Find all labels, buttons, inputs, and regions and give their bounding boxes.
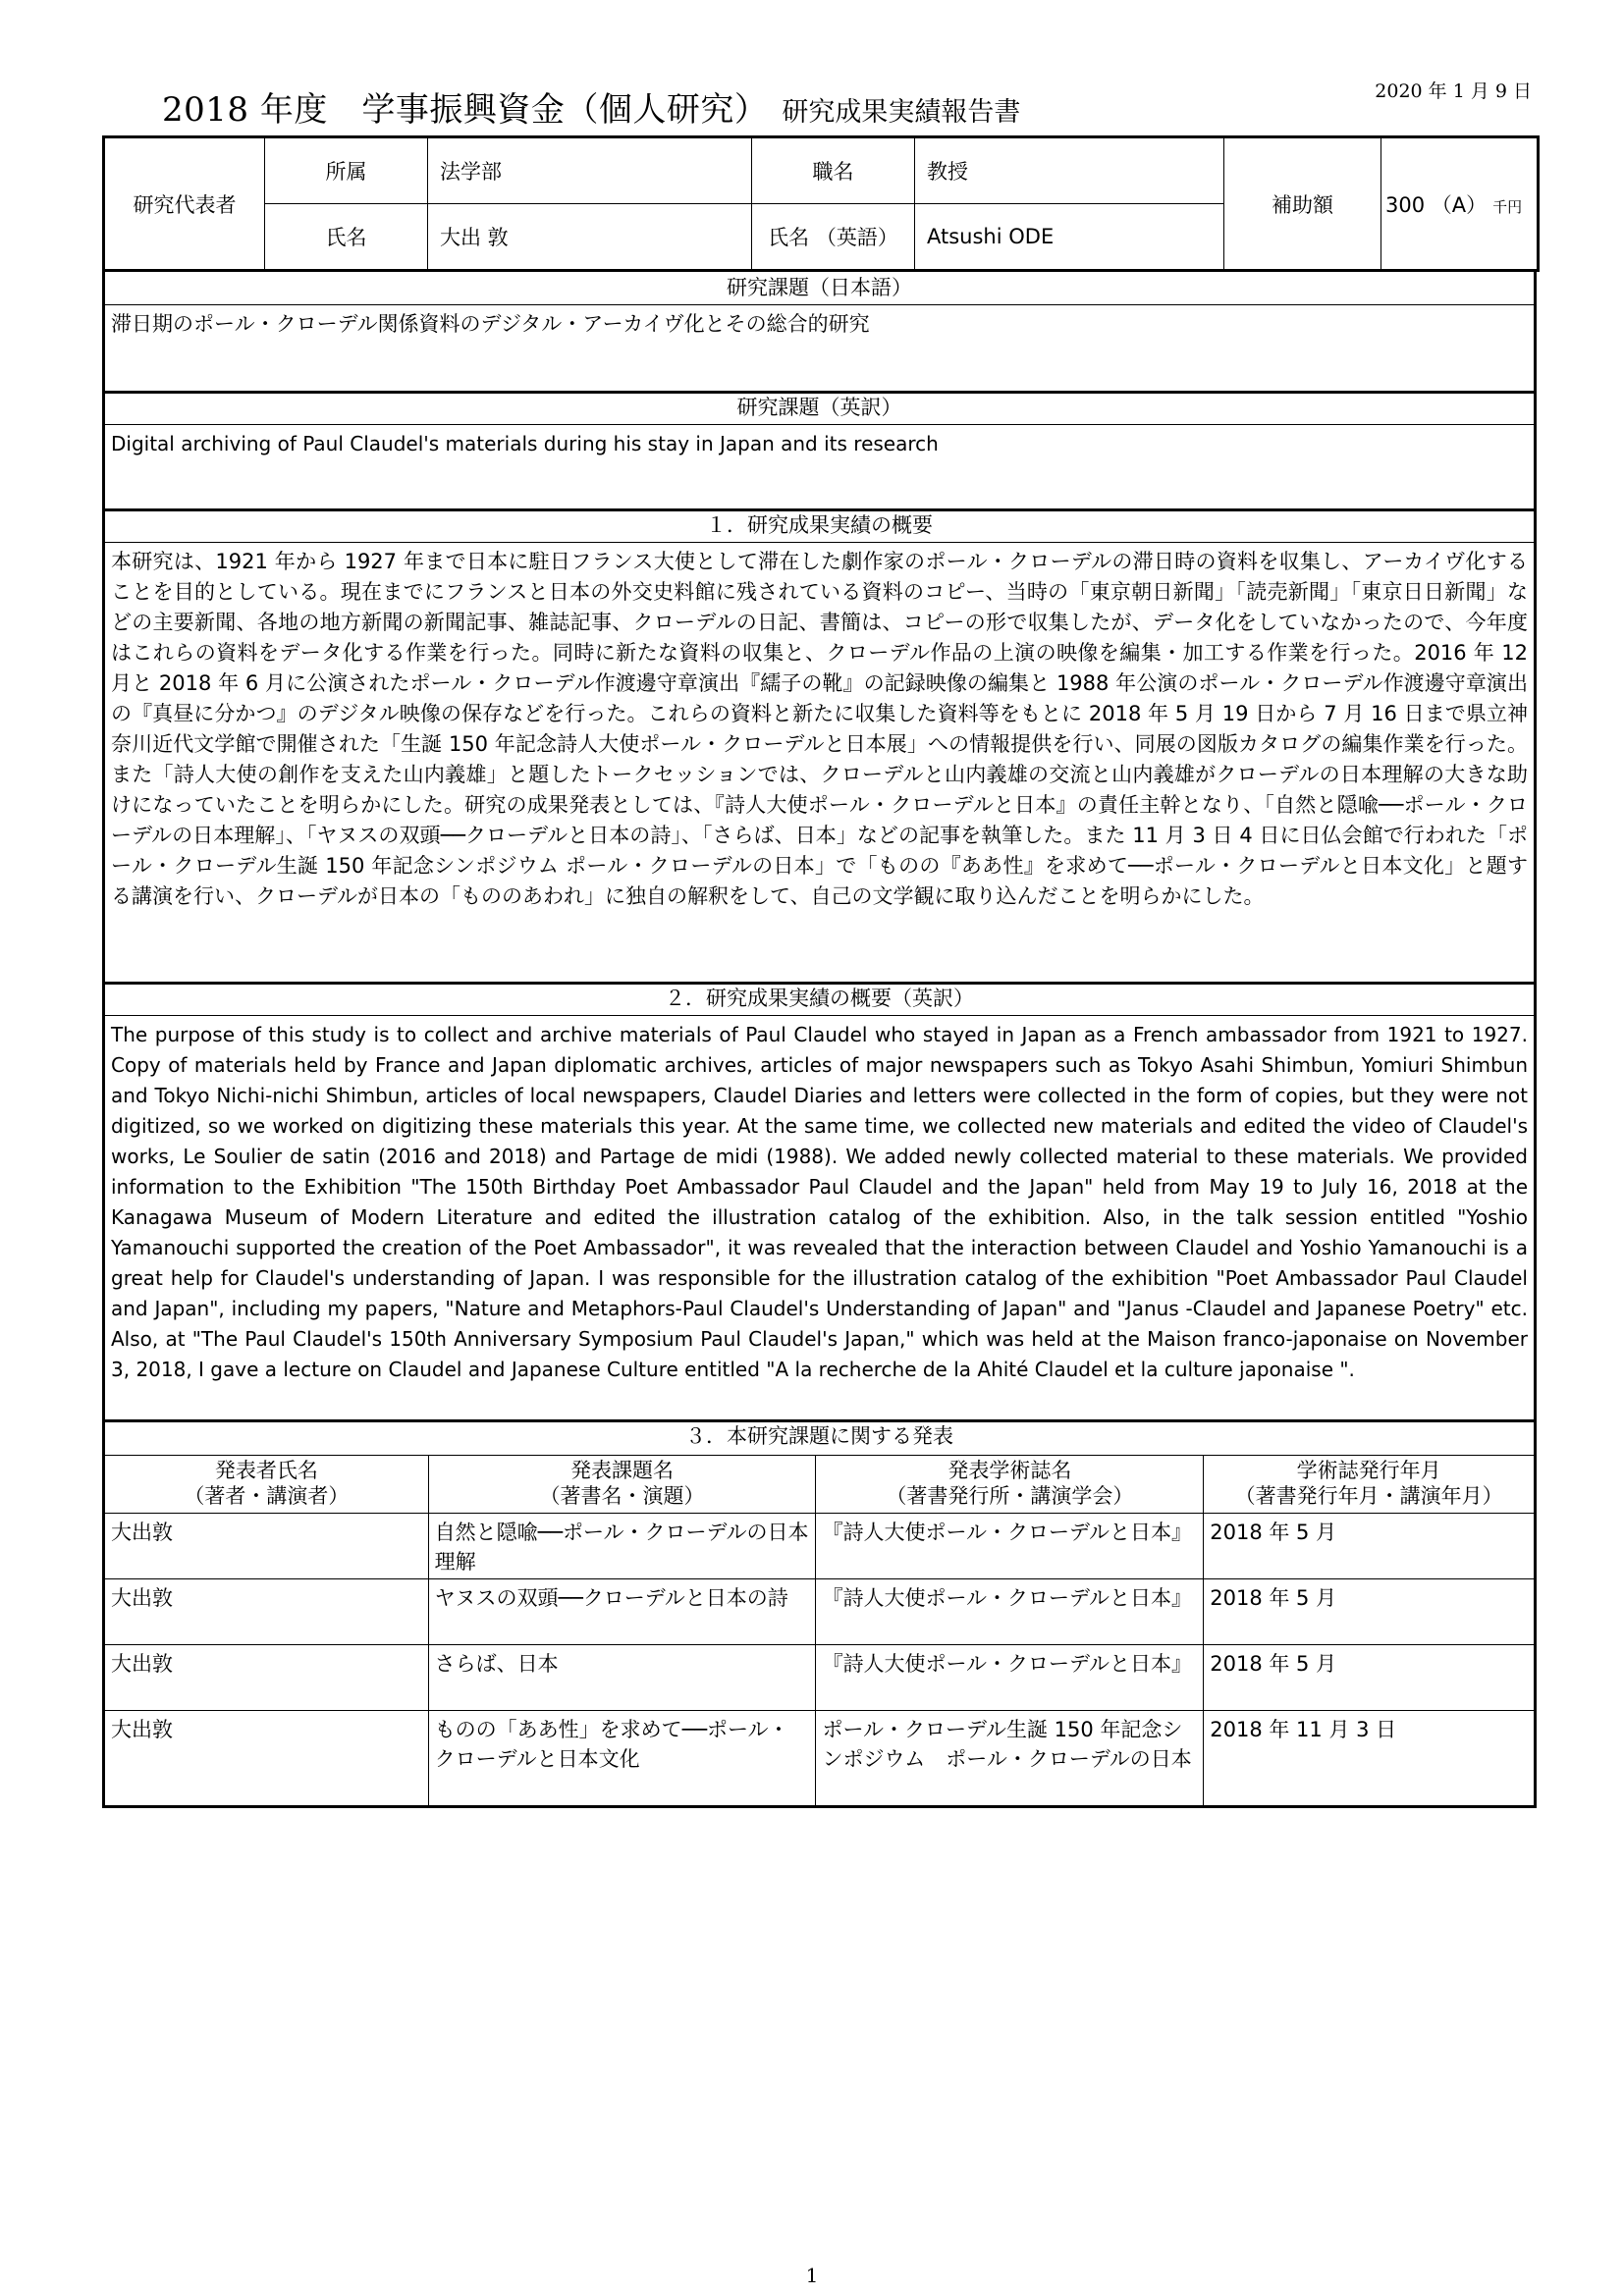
document-title bbox=[162, 82, 1020, 131]
column-header bbox=[816, 1456, 1204, 1514]
table-row bbox=[104, 1514, 1536, 1579]
title-main: 2018 年度 学事振興資金（個人研究） bbox=[162, 90, 769, 130]
journal-cell: 『詩人大使ポール・クローデルと日本』 bbox=[816, 1514, 1204, 1579]
table-row bbox=[104, 1579, 1536, 1645]
table-row bbox=[104, 1711, 1536, 1807]
representative-label: 研究代表者 bbox=[104, 137, 265, 271]
grant-unit: 千円 bbox=[1492, 197, 1523, 216]
name-label: 氏名 bbox=[265, 204, 428, 271]
journal-cell: 『詩人大使ポール・クローデルと日本』 bbox=[816, 1579, 1204, 1645]
presenter-cell: 大出敦 bbox=[104, 1645, 429, 1711]
name-en-value: Atsushi ODE bbox=[915, 204, 1224, 271]
presenter-cell: 大出敦 bbox=[104, 1579, 429, 1645]
grant-amount bbox=[1381, 137, 1539, 271]
journal-cell: 『詩人大使ポール・クローデルと日本』 bbox=[816, 1645, 1204, 1711]
column-header bbox=[1204, 1456, 1536, 1514]
research-title-en-section bbox=[102, 391, 1537, 511]
summary-ja-heading: １．研究成果実績の概要 bbox=[105, 508, 1534, 543]
page-number: 1 bbox=[805, 2264, 819, 2287]
column-header-line2: （著書発行年月・講演年月） bbox=[1234, 1484, 1503, 1508]
summary-ja-text: 本研究は、1921 年から 1927 年まで日本に駐日フランス大使として滞在した劇作家のポール・クローデルの滞日時の資料を収集し、アーカイヴ化することを目的としている。現在までにフランスと日本の外交史料館に残されている資料のコピー、当時の「東京朝日新聞」「読売新聞」「東京日日新聞」などの主要新聞、各地の地方新聞の新聞記事、雑誌記事、クローデルの日記、書簡は、コピーの形で収集したが、データ化をしていなかったので、今年度はこれらの資料をデータ化する作業を行った。同時に新たな資料の収集と、クローデル作品の上演の映像を編集・加工する作業を行った。2016 年 12 月と 2018 年 6 月に公演されたポール・クローデル作渡邊守章演出『繻子の靴』の記録映像の編集と 1988 年公演のポール・クローデル作渡邊守章演出の『真昼に分かつ』のデジタル映像の保存などを行った。これらの資料と新たに収集した資料等をもとに 2018 年 5 月 19 日から 7 月 16 日まで県立神奈川近代文学館で開催された「生誕 150 年記念詩人大使ポール・クローデルと日本展」への情報提供を行い、同展の図版カタログの編集作業を行った。また「詩人大使の創作を支えた山内義雄」と題したトークセッションでは、クローデルと山内義雄の交流と山内義雄がクローデルの日本理解の大きな助けになっていたことを明らかにした。研究の成果発表としては、『詩人大使ポール・クローデルと日本』の責任主幹となり、「自然と隠喩──ポール・クローデルの日本理解」、「ヤヌスの双頭──クローデルと日本の詩」、「さらば、日本」などの記事を執筆した。また 11 月 3 日 4 日に日仏会館で行われた「ポール・クローデル生誕 150 年記念シンポジウム ポール・クローデルの日本」で「ものの『ああ性』を求めて──ポール・クローデルと日本文化」と題する講演を行い、クローデルが日本の「もののあわれ」に独自の解釈をして、自己の文学観に取り込んだことを明らかにした。 bbox=[111, 550, 1528, 908]
presenter-cell: 大出敦 bbox=[104, 1711, 429, 1807]
title-cell: 自然と隠喩──ポール・クローデルの日本理解 bbox=[428, 1514, 816, 1579]
journal-cell: ポール・クローデル生誕 150 年記念シンポジウム ポール・クローデルの日本 bbox=[816, 1711, 1204, 1807]
report-date: 2020 年 1 月 9 日 bbox=[1375, 80, 1532, 102]
presenter-cell: 大出敦 bbox=[104, 1514, 429, 1579]
grant-value: 300 （A） bbox=[1385, 192, 1488, 217]
name-en-label: 氏名 （英語） bbox=[752, 204, 915, 271]
affiliation-label: 所属 bbox=[265, 137, 428, 204]
research-title-en-text: Digital archiving of Paul Claudel's materials during his stay in Japan and its research bbox=[111, 432, 939, 455]
title-cell: ヤヌスの双頭──クローデルと日本の詩 bbox=[428, 1579, 816, 1645]
table-row bbox=[104, 1645, 1536, 1711]
column-header-line1: 発表課題名 bbox=[570, 1459, 675, 1482]
grant-label: 補助額 bbox=[1224, 137, 1381, 271]
title-cell: ものの「ああ性」を求めて──ポール・クローデルと日本文化 bbox=[428, 1711, 816, 1807]
research-title-ja-text: 滞日期のポール・クローデル関係資料のデジタル・アーカイヴ化とその総合的研究 bbox=[111, 312, 870, 336]
title-sub: 研究成果実績報告書 bbox=[782, 97, 1021, 128]
research-title-ja-heading: 研究課題（日本語） bbox=[105, 271, 1534, 305]
date-cell: 2018 年 5 月 bbox=[1204, 1579, 1536, 1645]
column-header-line2: （著書発行所・講演学会） bbox=[886, 1484, 1134, 1508]
name-value: 大出 敦 bbox=[428, 204, 752, 271]
position-label: 職名 bbox=[752, 137, 915, 204]
column-header-line2: （著書名・演題） bbox=[539, 1484, 705, 1508]
date-cell: 2018 年 5 月 bbox=[1204, 1514, 1536, 1579]
presentations-table bbox=[102, 1455, 1537, 1808]
column-header-line1: 発表者氏名 bbox=[214, 1459, 318, 1482]
summary-en-heading: ２．研究成果実績の概要（英訳） bbox=[105, 982, 1534, 1016]
summary-ja-section bbox=[102, 508, 1537, 985]
presentations-header-row bbox=[104, 1456, 1536, 1514]
column-header-line2: （著者・講演者） bbox=[184, 1484, 350, 1508]
title-cell: さらば、日本 bbox=[428, 1645, 816, 1711]
research-title-en-heading: 研究課題（英訳） bbox=[105, 391, 1534, 425]
affiliation-value: 法学部 bbox=[428, 137, 752, 204]
summary-en-section bbox=[102, 982, 1537, 1422]
researcher-info-table bbox=[102, 135, 1540, 272]
date-cell: 2018 年 5 月 bbox=[1204, 1645, 1536, 1711]
presentations-section bbox=[102, 1419, 1537, 1455]
column-header-line1: 学術誌発行年月 bbox=[1296, 1459, 1441, 1482]
column-header-line1: 発表学術誌名 bbox=[947, 1459, 1072, 1482]
column-header bbox=[104, 1456, 429, 1514]
column-header bbox=[428, 1456, 816, 1514]
date-cell: 2018 年 11 月 3 日 bbox=[1204, 1711, 1536, 1807]
position-value: 教授 bbox=[915, 137, 1224, 204]
presentations-heading: ３．本研究課題に関する発表 bbox=[685, 1424, 953, 1448]
summary-en-text: The purpose of this study is to collect and archive materials of Paul Claudel who stayed in Japan as a French ambassador from 1921 to 1927. Copy of materials held by France and Japan diplomatic archives, articles of major newspapers such as Tokyo Asahi Shimbun, Yomiuri Shimbun and Tokyo Nichi-nichi Shimbun, articles of local newspapers, Claudel Diaries and letters were collected in the form of copies, but they were not digitized, so we worked on digitizing these materials this year. At the same time, we collected new materials and edited the video of Claudel's works, Le Soulier de satin (2016 and 2018) and Partage de midi (1988). We added newly collected material to these materials. We provided information to the Exhibition "The 150th Birthday Poet Ambassador Paul Claudel and the Japan" held from May 19 to July 16, 2018 at the Kanagawa Museum of Modern Literature and edited the illustration catalog of the exhibition. Also, in the talk session entitled "Yoshio Yamanouchi supported the creation of the Poet Ambassador", it was revealed that the interaction between Claudel and Yoshio Yamanouchi is a great help for Claudel's understanding of Japan. I was responsible for the illustration catalog of the exhibition "Poet Ambassador Paul Claudel and Japan", including my papers, "Nature and Metaphors-Paul Claudel's Understanding of Japan" and "Janus -Claudel and Japanese Poetry" etc. Also, at "The Paul Claudel's 150th Anniversary Symposium Paul Claudel's Japan," which was held at the Maison franco-japonaise on November 3, 2018, I gave a lecture on Claudel and Japanese Culture entitled "A la recherche de la Ahité Claudel et la culture japonaise ". bbox=[111, 1023, 1528, 1381]
research-title-ja-section bbox=[102, 271, 1537, 394]
